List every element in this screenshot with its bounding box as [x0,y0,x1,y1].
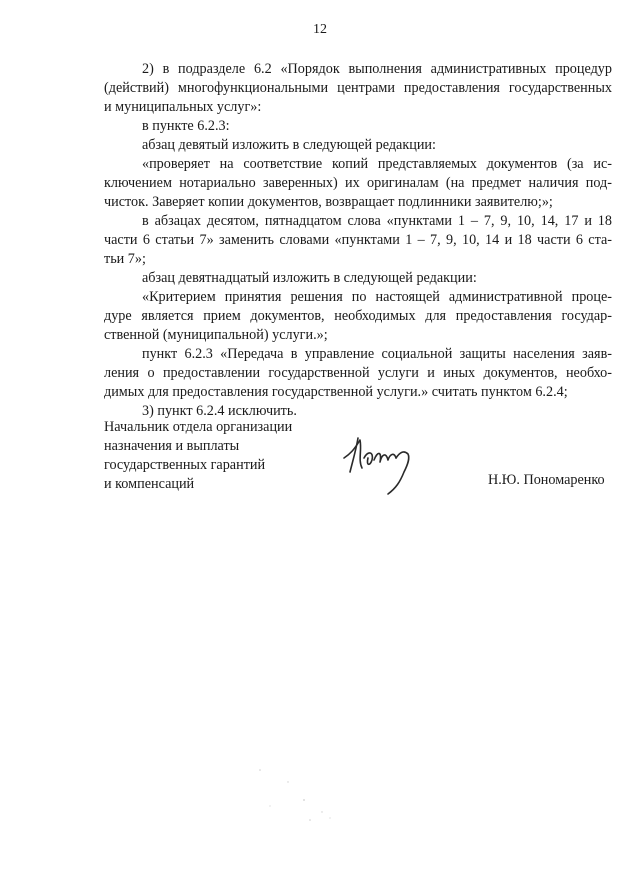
body-line: части 6 статьи 7» заменить словами «пунктами 1 – 7, 9, 10, 14 и 18 части 6 ста- [104,232,612,248]
body-line: дуре является прием документов, необходимых для предоставления государ- [104,308,612,324]
body-line: и муниципальных услуг»: [104,99,262,115]
body-line: ключением нотариально заверенных) их оригиналам (на предмет наличия под- [104,175,612,191]
body-line: ления о предоставлении государственной услуги и иных документов, необхо- [104,365,612,381]
body-line: чисток. Заверяет копии документов, возвращает подлинники заявителю;»; [104,194,553,210]
body-line: 3) пункт 6.2.4 исключить. [142,403,297,419]
scan-noise [240,760,360,830]
body-line: «проверяет на соответствие копий представляемых документов (за ис- [142,156,612,172]
signer-position-line: государственных гарантий [104,457,266,473]
body-line: тьи 7»; [104,251,146,267]
body-line: 2) в подразделе 6.2 «Порядок выполнения административных процедур [142,61,612,77]
body-line: абзац девятнадцатый изложить в следующей редакции: [142,270,477,286]
signer-name: Н.Ю. Пономаренко [488,472,605,488]
body-line: в пункте 6.2.3: [142,118,230,134]
signer-position-line: Начальник отдела организации [104,419,293,435]
body-line: ственной (муниципальной) услуги.»; [104,327,328,343]
body-line: пункт 6.2.3 «Передача в управление социальной защиты населения заяв- [142,346,612,362]
body-line: димых для предоставления государственной услуги.» считать пунктом 6.2.4; [104,384,568,400]
page-number: 12 [313,22,327,37]
body-line: (действий) многофункциональными центрами предоставления государственных [104,80,612,96]
body-line: в абзацах десятом, пятнадцатом слова «пунктами 1 – 7, 9, 10, 14, 17 и 18 [142,213,612,229]
signer-position-line: назначения и выплаты [104,438,240,454]
body-line: абзац девятый изложить в следующей редакции: [142,137,436,153]
body-line: «Критерием принятия решения по настоящей административной проце- [142,289,612,305]
handwritten-signature [338,428,428,498]
signer-position-line: и компенсаций [104,476,195,492]
